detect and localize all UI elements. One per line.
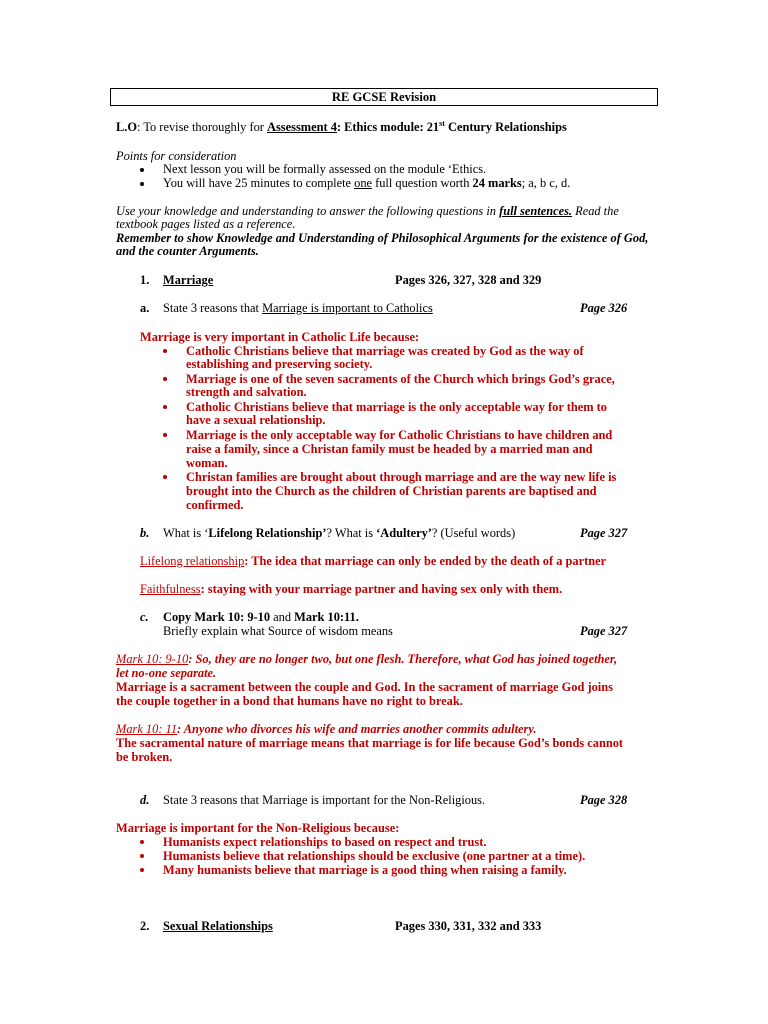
explanation-2-line-1: The sacramental nature of marriage means that marriage is for life because God’s bonds cannot bbox=[116, 736, 624, 750]
qb-text-1: What is ‘ bbox=[163, 526, 209, 540]
quote-1-text: : So, they are no longer two, but one flesh. Therefore, what God has joined together, bbox=[188, 652, 618, 666]
answer-d-bullet-3: Many humanists believe that marriage is a good thing when raising a family. bbox=[163, 863, 567, 877]
qa-text-pre: State 3 reasons that bbox=[163, 301, 263, 315]
qb-text-2: ? What is bbox=[326, 526, 377, 540]
answer-a-bullet-3-line-2: have a sexual relationship. bbox=[186, 413, 326, 427]
bullet-icon bbox=[140, 168, 144, 172]
bullet-icon bbox=[163, 433, 167, 437]
instr-post: Read the bbox=[572, 204, 619, 218]
section-2-number: 2. bbox=[140, 919, 150, 933]
qb-text-3: ? (Useful words) bbox=[431, 526, 516, 540]
answer-d-bullet-1: Humanists expect relationships to based on respect and trust. bbox=[163, 835, 487, 849]
quote-2-line-1 bbox=[116, 722, 537, 736]
quote-1-line-2: let no-one separate. bbox=[116, 666, 217, 680]
point-item-2 bbox=[163, 176, 570, 190]
qc-ref-2: Mark 10:11. bbox=[294, 610, 359, 624]
lo-text: : To revise thoroughly for bbox=[137, 120, 268, 134]
lo-label: L.O bbox=[116, 120, 137, 134]
answer-a-bullet-2-line-2: strength and salvation. bbox=[186, 385, 307, 399]
qc-copy: Copy bbox=[163, 610, 195, 624]
point-2-mid: full question worth bbox=[372, 176, 473, 190]
answer-a-bullet-4-line-1: Marriage is the only acceptable way for Catholic Christians to have children and bbox=[186, 428, 613, 442]
answer-d-bullet-2: Humanists believe that relationships should be exclusive (one partner at a time). bbox=[163, 849, 586, 863]
instr-full-sentences: full sentences. bbox=[499, 204, 573, 218]
instructions-line-1 bbox=[116, 204, 619, 218]
bullet-icon bbox=[140, 182, 144, 186]
bullet-icon bbox=[163, 475, 167, 479]
explanation-1-line-2: the couple together in a bond that humans have no right to break. bbox=[116, 694, 463, 708]
qb-term-1: Lifelong Relationship’ bbox=[208, 526, 327, 540]
qc-ref-1: Mark 10: 9-10 bbox=[194, 610, 271, 624]
def-faithfulness-term: Faithfulness bbox=[140, 582, 201, 596]
explanation-1-line-1: Marriage is a sacrament between the couple and God. In the sacrament of marriage God joins bbox=[116, 680, 613, 694]
qc-and: and bbox=[270, 610, 295, 624]
question-c-page: Page 327 bbox=[580, 624, 628, 638]
question-a-letter: a. bbox=[140, 301, 150, 315]
question-b-letter: b. bbox=[140, 526, 150, 540]
answer-d-heading: Marriage is important for the Non-Religious because: bbox=[116, 821, 400, 835]
lo-module-post: Century Relationships bbox=[444, 120, 567, 134]
definition-lifelong bbox=[140, 554, 606, 568]
question-c-letter: c. bbox=[140, 610, 149, 624]
answer-a-bullet-4-line-3: woman. bbox=[186, 456, 228, 470]
instructions-line-4: and the counter Arguments. bbox=[116, 244, 259, 258]
def-lifelong-text: : The idea that marriage can only be ended by the death of a partner bbox=[244, 554, 607, 568]
point-item-1: Next lesson you will be formally assessed on the module ‘Ethics. bbox=[163, 162, 487, 176]
section-2-title: Sexual Relationships bbox=[163, 919, 273, 933]
bullet-icon bbox=[163, 349, 167, 353]
section-1-number: 1. bbox=[140, 273, 150, 287]
qa-text-underlined: Marriage is important to Catholics bbox=[262, 301, 433, 315]
definition-faithfulness bbox=[140, 582, 562, 596]
answer-a-bullet-5-line-2: brought into the Church as the children of Christian parents are baptised and bbox=[186, 484, 597, 498]
learning-objective bbox=[116, 120, 567, 134]
answer-a-heading: Marriage is very important in Catholic Life because: bbox=[140, 330, 420, 344]
instructions-line-2: textbook pages listed as a reference. bbox=[116, 217, 296, 231]
explanation-2-line-2: be broken. bbox=[116, 750, 173, 764]
answer-a-bullet-1-line-2: establishing and preserving society. bbox=[186, 357, 373, 371]
question-d-letter: d. bbox=[140, 793, 150, 807]
quote-1-ref: Mark 10: 9-10 bbox=[116, 652, 189, 666]
answer-a-bullet-2-line-1: Marriage is one of the seven sacraments of the Church which brings God’s grace, bbox=[186, 372, 615, 386]
point-2-one: one bbox=[354, 176, 373, 190]
quote-1-line-1 bbox=[116, 652, 617, 666]
question-a-page: Page 326 bbox=[580, 301, 628, 315]
answer-a-bullet-1-line-1: Catholic Christians believe that marriage was created by God as the way of bbox=[186, 344, 584, 358]
question-b-text bbox=[163, 526, 515, 540]
bullet-icon bbox=[163, 405, 167, 409]
quote-2-text: : Anyone who divorces his wife and marries another commits adultery. bbox=[177, 722, 537, 736]
question-c-line-2: Briefly explain what Source of wisdom means bbox=[163, 624, 393, 638]
question-c-line-1 bbox=[163, 610, 359, 624]
def-lifelong-term: Lifelong relationship bbox=[140, 554, 245, 568]
instructions-line-3: Remember to show Knowledge and Understanding of Philosophical Arguments for the existence of God, bbox=[116, 231, 649, 245]
lo-superscript: st bbox=[439, 118, 445, 128]
question-a-text bbox=[163, 301, 433, 315]
point-2-marks: 24 marks bbox=[472, 176, 522, 190]
answer-a-bullet-5-line-3: confirmed. bbox=[186, 498, 244, 512]
bullet-icon bbox=[140, 840, 144, 844]
points-heading: Points for consideration bbox=[116, 149, 237, 163]
bullet-icon bbox=[140, 868, 144, 872]
bullet-icon bbox=[140, 854, 144, 858]
lo-module: : Ethics module: 21 bbox=[336, 120, 440, 134]
answer-a-bullet-4-line-2: raise a family, since a Christan family must be headed by a married man and bbox=[186, 442, 593, 456]
point-2-post: ; a, b c, d. bbox=[521, 176, 571, 190]
page-title: RE GCSE Revision bbox=[110, 88, 658, 106]
quote-2-ref: Mark 10: 11 bbox=[116, 722, 178, 736]
question-d-page: Page 328 bbox=[580, 793, 628, 807]
lo-assessment: Assessment 4 bbox=[267, 120, 337, 134]
bullet-icon bbox=[163, 377, 167, 381]
def-faithfulness-text: : staying with your marriage partner and having sex only with them. bbox=[200, 582, 563, 596]
section-2-pages: Pages 330, 331, 332 and 333 bbox=[395, 919, 542, 933]
point-2-pre: You will have 25 minutes to complete bbox=[163, 176, 355, 190]
answer-a-bullet-3-line-1: Catholic Christians believe that marriage is the only acceptable way for them to bbox=[186, 400, 607, 414]
question-d-text: State 3 reasons that Marriage is important for the Non-Religious. bbox=[163, 793, 486, 807]
section-1-title: Marriage bbox=[163, 273, 214, 287]
section-1-pages: Pages 326, 327, 328 and 329 bbox=[395, 273, 542, 287]
answer-a-bullet-5-line-1: Christan families are brought about through marriage and are the way new life is bbox=[186, 470, 617, 484]
instr-pre: Use your knowledge and understanding to answer the following questions in bbox=[116, 204, 500, 218]
question-b-page: Page 327 bbox=[580, 526, 628, 540]
qb-term-2: ‘Adultery’ bbox=[376, 526, 432, 540]
